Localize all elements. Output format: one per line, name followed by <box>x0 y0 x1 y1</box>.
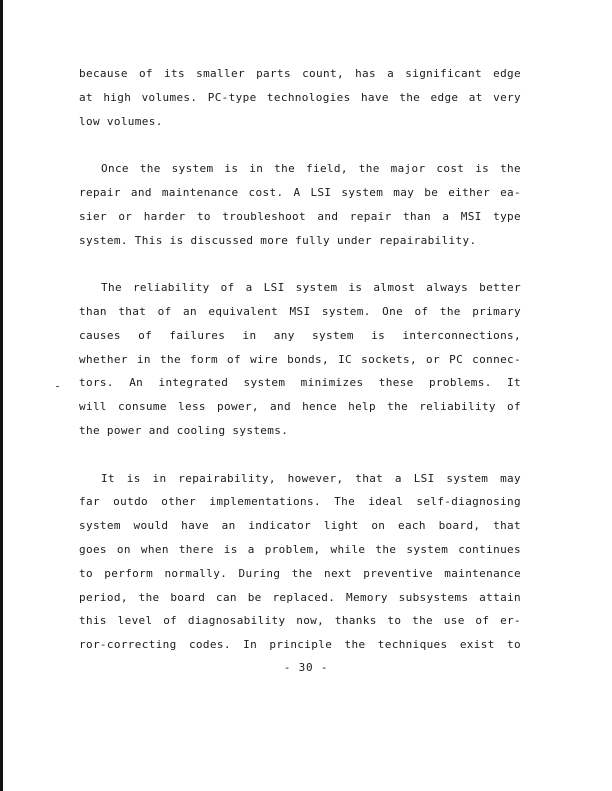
text-line: whether in the form of wire bonds, IC sockets, or PC connec- <box>79 352 521 366</box>
text-line: at high volumes. PC-type technologies have the edge at very <box>79 90 521 104</box>
text-line: goes on when there is a problem, while the system continues <box>79 542 521 556</box>
text-line: than that of an equivalent MSI system. One of the primary <box>79 304 521 318</box>
paragraph-3 <box>79 276 521 443</box>
text-line: causes of failures in any system is interconnections, <box>79 328 521 342</box>
text-line: will consume less power, and hence help the reliability of <box>79 400 521 414</box>
text-line: ror-correcting codes. In principle the techniques exist to <box>79 638 521 652</box>
text-line: to perform normally. During the next preventive maintenance <box>79 566 521 580</box>
text-line: Once the system is in the field, the major cost is the <box>101 162 521 176</box>
page-number: - 30 - <box>283 661 329 674</box>
paragraph-gap <box>79 443 521 467</box>
text-line: The reliability of a LSI system is almost always better <box>101 281 521 295</box>
text-line: system. This is discussed more fully under repairability. <box>79 233 477 247</box>
text-line: low volumes. <box>79 114 163 128</box>
paragraph-1 <box>79 62 521 133</box>
text-line: system would have an indicator light on each board, that <box>79 519 521 533</box>
text-line: period, the board can be replaced. Memory subsystems attain <box>79 590 521 604</box>
margin-mark <box>56 386 59 387</box>
text-line: this level of diagnosability now, thanks to the use of er- <box>79 614 521 628</box>
paragraph-gap <box>79 133 521 157</box>
text-line: tors. An integrated system minimizes these problems. It <box>79 376 521 390</box>
text-line: repair and maintenance cost. A LSI system may be either ea- <box>79 185 521 199</box>
document-body <box>79 62 521 657</box>
paragraph-4 <box>79 467 521 657</box>
text-line: because of its smaller parts count, has a significant edge <box>79 67 521 80</box>
text-line: the power and cooling systems. <box>79 423 289 437</box>
text-line: It is in repairability, however, that a LSI system may <box>101 471 521 485</box>
paragraph-gap <box>79 252 521 276</box>
text-line: sier or harder to troubleshoot and repair than a MSI type <box>79 209 521 223</box>
text-line: far outdo other implementations. The ideal self-diagnosing <box>79 495 521 509</box>
paragraph-2 <box>79 157 521 252</box>
